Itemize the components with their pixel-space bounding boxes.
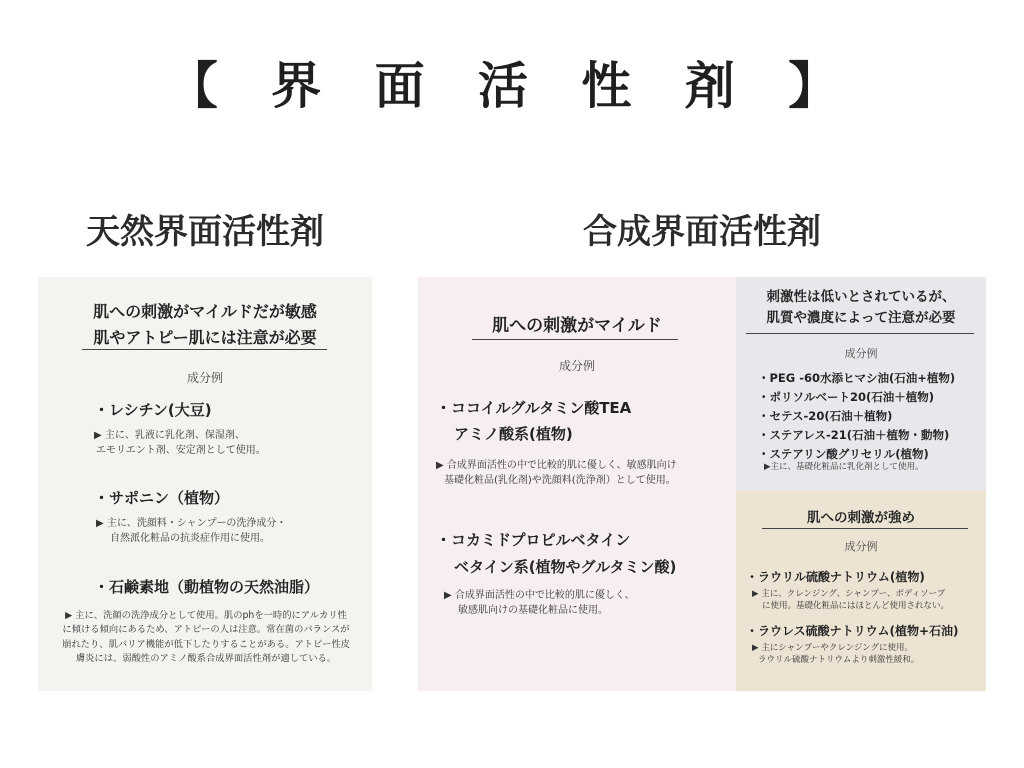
strong-item-lauryl: ・ラウリル硫酸ナトリウム(植物) (746, 570, 925, 584)
item-line: ベタイン系(植物やグルタミン酸) (454, 558, 677, 576)
low-headline-line: 肌質や濃度によって注意が必要 (766, 310, 956, 326)
strong-examples-label: 成分例 (844, 540, 878, 553)
note-line: に使用。基礎化粧品にはほとんど使用されない。 (762, 601, 950, 612)
note-line: ▶ 主に、洗顔料・シャンプーの洗浄成分・ (96, 518, 287, 529)
item-line: ・ココイルグルタミン酸TEA (436, 399, 632, 417)
note-line: に傾ける傾向にあるため、アトピーの人は注意。常在菌のバランスが (62, 624, 350, 636)
mild-headline-rule (472, 339, 678, 340)
list-item: ・ステアリン酸グリセリル(植物) (758, 447, 929, 461)
strong-headline-rule (762, 528, 968, 529)
note-line: ▶ 主にシャンプーやクレンジングに使用。 (752, 643, 914, 653)
note-line: 崩れたり、肌バリア機能が低下したりすることがある。アトピー性皮 (62, 638, 350, 650)
low-note: ▶主に、基礎化粧品に乳化剤として使用。 (764, 462, 924, 472)
mild-item-cocoyl-note (436, 459, 677, 488)
list-item: ・PEG -60水添ヒマシ油(石油+植物) (758, 371, 956, 385)
natural-item-soap-note (50, 609, 362, 667)
natural-examples-label: 成分例 (186, 371, 223, 385)
mild-item-cocoyl (436, 395, 631, 447)
low-headline-rule (746, 333, 974, 334)
note-line: 膚炎には、弱酸性のアミノ酸系合成界面活性剤が適している。 (75, 653, 337, 665)
strong-item-laureth-note (752, 642, 919, 667)
note-line: 基礎化粧品(乳化剤)や洗顔料(洗浄剤）として使用。 (444, 474, 676, 486)
item-line: ・コカミドプロピルベタイン (436, 531, 631, 549)
note-line: ▶ 主に、洗顔の洗浄成分として使用。肌のphを一時的にアルカリ性 (65, 610, 347, 621)
natural-item-saponin: ・サポニン（植物） (94, 489, 230, 507)
note-line: エモリエント剤、安定剤として使用。 (96, 444, 266, 456)
mild-item-cocamido-note (444, 589, 635, 618)
item-line: アミノ酸系(植物) (454, 425, 573, 443)
synthetic-heading: 合成界面活性剤 (583, 212, 821, 252)
note-line: ラウリル硫酸ナトリウムより刺激性緩和。 (758, 655, 920, 666)
note-line: ▶ 主に、クレンジング、シャンプー、ボディソープ (752, 589, 946, 599)
natural-panel (38, 277, 372, 691)
note-line: 敏感肌向けの基礎化粧品に使用。 (458, 604, 608, 616)
natural-headline-rule (82, 349, 327, 350)
natural-headline (38, 299, 372, 351)
low-headline-line: 刺激性は低いとされているが、 (766, 289, 956, 305)
mild-item-cocamido (436, 527, 676, 581)
strong-item-lauryl-note (752, 588, 949, 613)
natural-heading: 天然界面活性剤 (86, 212, 324, 252)
low-examples-label: 成分例 (844, 347, 878, 360)
mild-headline: 肌への刺激がマイルド (492, 316, 662, 336)
low-items-list (758, 369, 955, 464)
natural-item-saponin-note (96, 517, 286, 546)
note-line: ▶ 合成界面活性の中で比較的肌に優しく、敏感肌向け (436, 460, 677, 471)
natural-item-soap: ・石鹸素地（動植物の天然油脂） (94, 578, 320, 596)
note-line: 自然派化粧品の抗炎症作用に使用。 (110, 532, 270, 544)
list-item: ・ポリソルベート20(石油＋植物) (758, 390, 935, 404)
note-line: ▶ 合成界面活性の中で比較的肌に優しく、 (444, 590, 635, 601)
list-item: ・セテス-20(石油＋植物) (758, 409, 893, 423)
strong-headline: 肌への刺激が強め (807, 510, 915, 526)
synthetic-low-panel (736, 277, 986, 490)
natural-item-lecithin: ・レシチン(大豆) (94, 401, 212, 419)
natural-headline-line: 肌への刺激がマイルドだが敏感 (93, 302, 317, 321)
strong-item-laureth: ・ラウレス硫酸ナトリウム(植物+石油) (746, 624, 959, 638)
synthetic-strong-panel (736, 490, 986, 691)
page-title: 【 界 面 活 性 剤 】 (167, 57, 857, 115)
note-line: ▶ 主に、乳液に乳化剤、保湿剤、 (94, 430, 245, 441)
mild-examples-label: 成分例 (558, 359, 595, 373)
list-item: ・ステアレス-21(石油＋植物・動物) (758, 428, 950, 442)
natural-item-lecithin-note (94, 429, 266, 458)
synthetic-mild-panel (418, 277, 736, 691)
low-headline (736, 287, 986, 329)
natural-headline-line: 肌やアトピー肌には注意が必要 (93, 328, 317, 347)
